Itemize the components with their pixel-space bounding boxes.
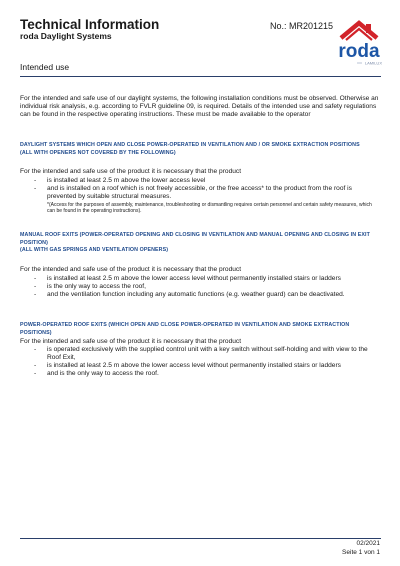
list-item-text: and is installed on a roof which is not freely accessible, or the free access* to the product from the roof is prevented by suitable structural measures. (47, 185, 352, 200)
document-title: Technical Information (20, 17, 160, 32)
section-1-heading-sub: (ALL WITH OPENERS NOT COVERED BY THE FOLLOWING) (20, 149, 176, 156)
section-2-lead: For the intended and safe use of the product it is necessary that the product (20, 266, 242, 273)
list-item: - and is the only way to access the roof. (34, 370, 380, 378)
section-1-lead: For the intended and safe use of the product it is necessary that the product (20, 168, 242, 175)
footer-page-number: Seite 1 von 1 (342, 549, 380, 556)
list-item (34, 185, 380, 214)
list-item: - and the ventilation function including any automatic functions (e.g. weather guard) can be deactivated. (34, 291, 380, 299)
section-3-heading-line: POWER-OPERATED ROOF EXITS (WHICH OPEN AND CLOSE POWER-OPERATED IN VENTILATION AND SMOKE EXTRACTION POSITIONS) (20, 322, 350, 336)
intro-paragraph: For the intended and safe use of our daylight systems, the following installation conditions must be observed. Otherwise an individual risk analysis, e.g. according to FVLR guideline 09, is required. Details of the intended use and safety regulations can be found in the respective operating instructions. These must be made available to the operator (20, 95, 379, 118)
footer-divider (20, 538, 381, 539)
list-item: - is installed at least 2.5 m above the lower access level without permanently installed stairs or ladders (34, 275, 380, 283)
section-3-heading (20, 322, 382, 337)
footer-date: 02/2021 (356, 540, 380, 547)
section-1-heading (20, 142, 382, 157)
section-3-lead: For the intended and safe use of the product it is necessary that the product (20, 338, 242, 345)
section-1-list (34, 177, 380, 214)
header-divider (20, 76, 381, 77)
document-subtitle: roda Daylight Systems (20, 31, 112, 41)
section-3-list (34, 346, 380, 378)
roda-logo (335, 14, 383, 70)
logo-wordmark: roda (338, 41, 380, 62)
footnote: *(Access for the purposes of assembly, maintenance, troubleshooting or dismantling requires certain personnel and certain safety measures, which can be found in the operating instructions). (47, 202, 372, 214)
list-item: - is installed at least 2.5 m above the lower access level without permanently installed stairs or ladders (34, 362, 380, 370)
section-2-heading (20, 232, 382, 255)
list-item: - is the only way to access the roof, (34, 283, 380, 291)
section-1-heading-line: DAYLIGHT SYSTEMS WHICH OPEN AND CLOSE POWER-OPERATED IN VENTILATION AND / OR SMOKE EXTRACTION POSITIONS (20, 142, 360, 148)
section-2-list (34, 275, 380, 299)
section-2-heading-sub: (ALL WITH GAS SPRINGS AND VENTILATION OPENERS) (20, 247, 169, 253)
section-title: Intended use (20, 62, 70, 72)
list-item: - is operated exclusively with the supplied control unit with a key switch without self-holding and with view to the Roof Exit, (34, 346, 380, 362)
logo-tagline: LAMILUX (364, 60, 382, 66)
section-2-heading-line: MANUAL ROOF EXITS (POWER-OPERATED OPENING AND CLOSING IN VENTILATION AND MANUAL OPENING AND CLOSING IN EXIT POSITION) (20, 232, 370, 246)
document-number: No.: MR201215 (270, 21, 334, 31)
list-item: - is installed at least 2.5 m above the lower access level (34, 177, 380, 185)
